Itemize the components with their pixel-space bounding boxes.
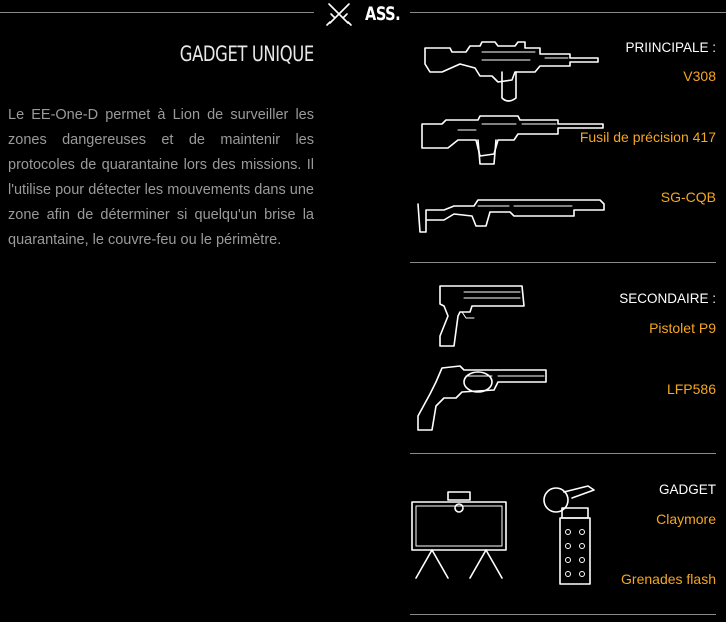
header-rule-left [0,12,314,13]
secondary-category-label: SECONDAIRE : [619,291,716,306]
primary-weapon-sg-cqb[interactable]: SG-CQB [660,189,716,205]
crossed-swords-icon [326,2,352,26]
sniper-rifle-417-icon [418,114,606,170]
header-title: ASS. [365,3,401,25]
p9-pistol-icon [436,282,526,352]
claymore-icon [408,490,510,582]
gadget-flash-grenades[interactable]: Grenades flash [621,571,716,587]
v308-rifle-icon [420,38,600,104]
divider-primary [410,262,716,263]
primary-weapon-v308[interactable]: V308 [683,68,716,84]
divider-secondary [410,453,716,454]
lfp586-revolver-icon [414,362,548,434]
primary-weapon-417[interactable]: Fusil de précision 417 [579,129,716,145]
divider-gadget [410,614,716,615]
header-rule-right [410,12,726,13]
secondary-weapon-lfp586[interactable]: LFP586 [666,381,716,397]
gadget-description: Le EE-One-D permet à Lion de surveiller les zones dangereuses et de maintenir les protocoles de quarantaine lors des missions. Il l'utilise pour détecter les mouvements dans une zone afin de déterminer si quelqu'un brise la quarantaine, le couvre-feu ou le périmètre. [8,107,314,248]
secondary-weapon-p9[interactable]: Pistolet P9 [649,320,716,336]
gadget-claymore[interactable]: Claymore [656,511,716,527]
gadget-unique-title: GADGET UNIQUE [179,42,314,66]
gadget-category-label: GADGET [658,482,716,497]
flash-grenade-icon [538,484,602,588]
sg-cqb-shotgun-icon [414,192,608,236]
primary-category-label: PRIINCIPALE : [625,40,716,55]
